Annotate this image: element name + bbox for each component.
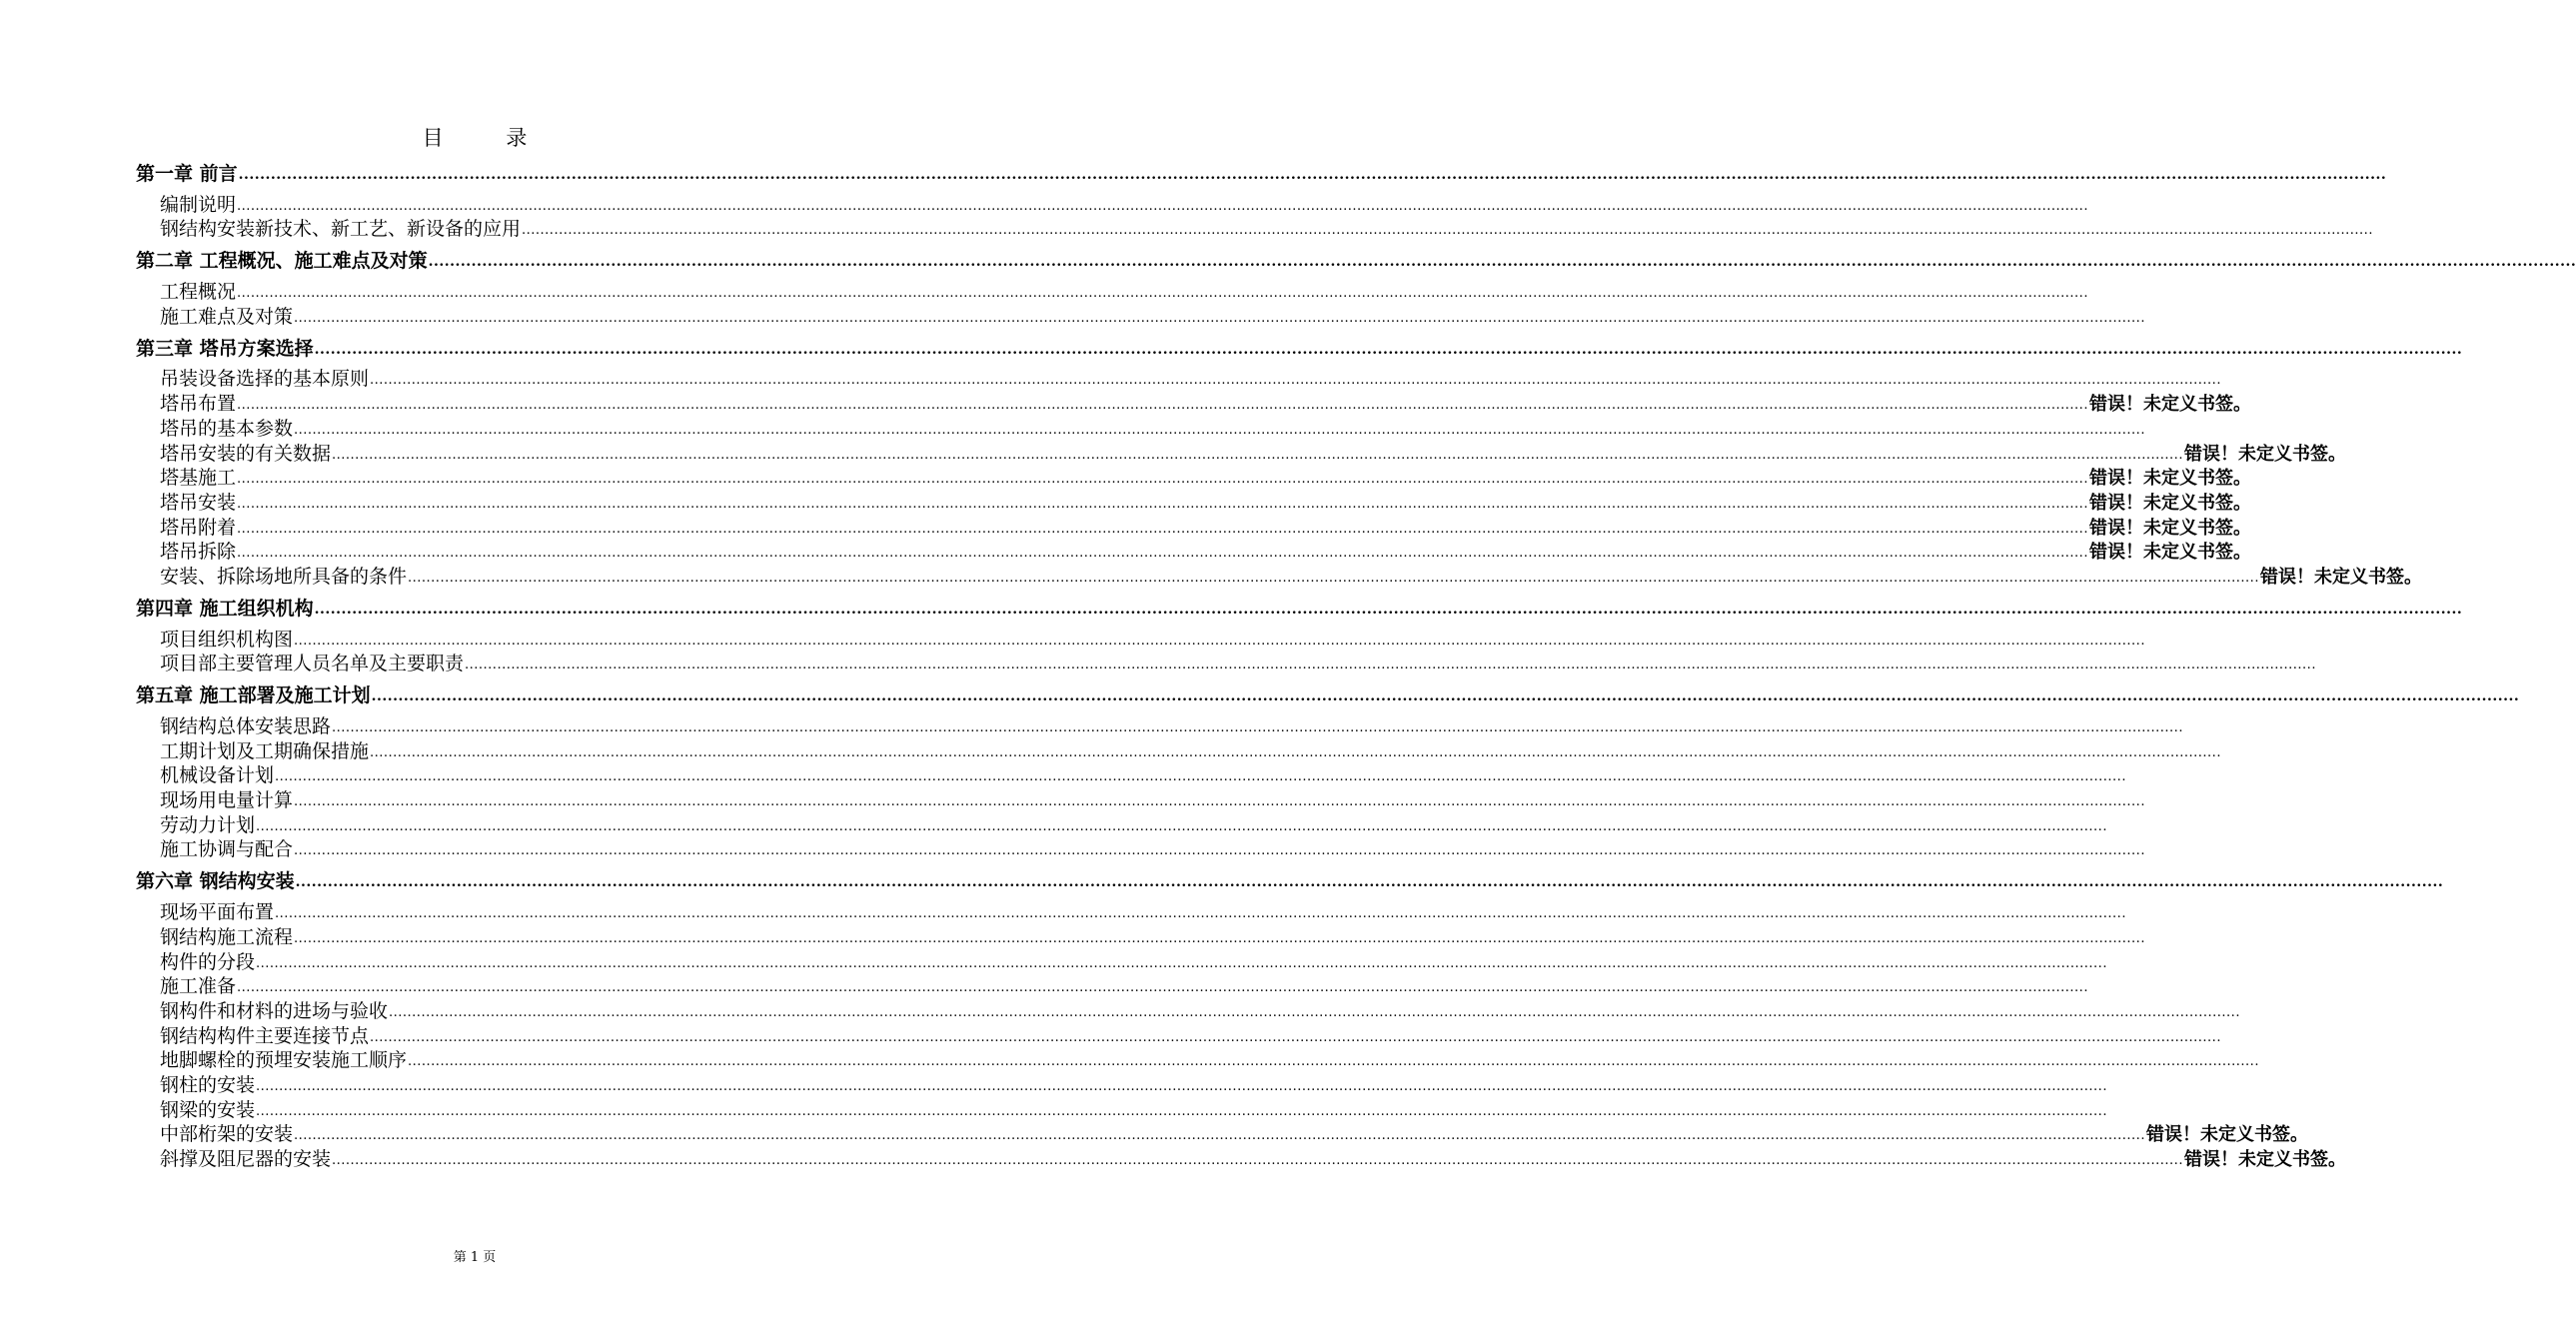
toc-section-entry[interactable] <box>136 192 2088 217</box>
dot-leader: ................................................................................................................................................................................................................................................................................................................................................................................................................ <box>314 601 2463 618</box>
dot-leader: ................................................................................................................................................................................................................................................................................................................................................................................................................ <box>237 472 2088 488</box>
dot-leader: ................................................................................................................................................................................................................................................................................................................................................................................................................ <box>465 658 2316 673</box>
toc-entry-page-ref: 错误！未定义书签。 <box>2183 443 2346 465</box>
toc-entry-page-ref: 错误！未定义书签。 <box>2145 1124 2308 1146</box>
dot-leader: ................................................................................................................................................................................................................................................................................................................................................................................................................ <box>237 398 2088 414</box>
toc-entry-label: 塔基施工 <box>160 467 237 490</box>
dot-leader: ................................................................................................................................................................................................................................................................................................................................................................................................................ <box>370 744 2221 760</box>
toc-entry-label: 现场平面布置 <box>160 901 275 924</box>
toc-entry-label: 塔吊安装的有关数据 <box>160 442 332 465</box>
dot-leader: ................................................................................................................................................................................................................................................................................................................................................................................................................ <box>237 496 2088 512</box>
toc-entry-label: 塔吊的基本参数 <box>160 417 294 440</box>
dot-leader: ................................................................................................................................................................................................................................................................................................................................................................................................................ <box>408 570 2259 586</box>
toc-entry-label: 钢结构安装新技术、新工艺、新设备的应用 <box>160 218 522 241</box>
dot-leader: ................................................................................................................................................................................................................................................................................................................................................................................................................ <box>294 310 2145 326</box>
toc-section-entry[interactable] <box>136 1023 2221 1048</box>
toc-entry-label: 劳动力计划 <box>160 813 256 836</box>
dot-leader: ................................................................................................................................................................................................................................................................................................................................................................................................................ <box>295 874 2444 891</box>
toc-entry-label: 第六章 钢结构安装 <box>136 870 295 893</box>
dot-leader: ................................................................................................................................................................................................................................................................................................................................................................................................................ <box>237 980 2088 996</box>
toc-section-entry[interactable] <box>136 899 2126 924</box>
toc-entry-label: 第四章 施工组织机构 <box>136 597 314 620</box>
toc-entry-label: 项目部主要管理人员名单及主要职责 <box>160 653 465 675</box>
dot-leader: ................................................................................................................................................................................................................................................................................................................................................................................................................ <box>294 633 2145 649</box>
dot-leader: ................................................................................................................................................................................................................................................................................................................................................................................................................ <box>256 955 2107 971</box>
toc-section-entry[interactable] <box>136 367 2221 392</box>
toc-entry-label: 塔吊附着 <box>160 516 237 539</box>
toc-entry-label: 钢结构构件主要连接节点 <box>160 1024 370 1047</box>
toc-entry-label: 塔吊布置 <box>160 393 237 416</box>
dot-leader: ................................................................................................................................................................................................................................................................................................................................................................................................................ <box>522 223 2373 239</box>
dot-leader: ................................................................................................................................................................................................................................................................................................................................................................................................................ <box>314 341 2463 358</box>
toc-chapter-entry[interactable] <box>136 245 2576 273</box>
toc-entry-label: 安装、拆除场地所具备的条件 <box>160 565 408 588</box>
toc-entry-label: 现场用电量计算 <box>160 789 294 812</box>
toc-section-entry[interactable] <box>136 1097 2107 1122</box>
toc-entry-label: 第五章 施工部署及施工计划 <box>136 684 371 707</box>
dot-leader: ................................................................................................................................................................................................................................................................................................................................................................................................................ <box>237 198 2088 214</box>
toc-section-entry[interactable] <box>136 279 2088 304</box>
toc-entry-page-ref: 错误！未定义书签。 <box>2088 492 2251 514</box>
toc-section-entry[interactable] <box>136 416 2145 441</box>
dot-leader: ................................................................................................................................................................................................................................................................................................................................................................................................................ <box>294 843 2145 859</box>
dot-leader: ................................................................................................................................................................................................................................................................................................................................................................................................................ <box>408 1054 2259 1070</box>
toc-section-entry[interactable] <box>136 998 2240 1023</box>
toc-chapter-entry[interactable] <box>136 333 2463 361</box>
toc-section-entry[interactable] <box>136 787 2145 812</box>
toc-section-entry[interactable] <box>136 490 2251 515</box>
dot-leader: ................................................................................................................................................................................................................................................................................................................................................................................................................ <box>237 546 2088 562</box>
dot-leader: ................................................................................................................................................................................................................................................................................................................................................................................................................ <box>275 906 2126 922</box>
toc-chapter-entry[interactable] <box>136 865 2444 893</box>
dot-leader: ................................................................................................................................................................................................................................................................................................................................................................................................................ <box>371 688 2520 705</box>
dot-leader: ................................................................................................................................................................................................................................................................................................................................................................................................................ <box>294 1128 2145 1144</box>
toc-chapter-entry[interactable] <box>136 158 2387 186</box>
toc-entry-label: 机械设备计划 <box>160 764 275 787</box>
toc-entry-page-ref: 错误！未定义书签。 <box>2088 468 2251 490</box>
dot-leader: ................................................................................................................................................................................................................................................................................................................................................................................................................ <box>238 167 2387 183</box>
toc-entry-label: 塔吊拆除 <box>160 541 237 564</box>
dot-leader: ................................................................................................................................................................................................................................................................................................................................................................................................................ <box>370 1029 2221 1045</box>
dot-leader: ................................................................................................................................................................................................................................................................................................................................................................................................................ <box>237 521 2088 537</box>
dot-leader: ................................................................................................................................................................................................................................................................................................................................................................................................................ <box>256 1078 2107 1094</box>
toc-section-entry[interactable] <box>136 738 2221 763</box>
toc-section-entry[interactable] <box>136 564 2422 589</box>
table-of-contents <box>136 158 2576 1171</box>
dot-leader: ................................................................................................................................................................................................................................................................................................................................................................................................................ <box>237 286 2088 302</box>
toc-entry-label: 塔吊安装 <box>160 491 237 514</box>
toc-entry-label: 斜撑及阻尼器的安装 <box>160 1148 332 1170</box>
toc-section-entry[interactable] <box>136 304 2145 329</box>
dot-leader: ................................................................................................................................................................................................................................................................................................................................................................................................................ <box>370 373 2221 389</box>
toc-entry-label: 钢梁的安装 <box>160 1098 256 1121</box>
dot-leader: ................................................................................................................................................................................................................................................................................................................................................................................................................ <box>294 930 2145 946</box>
toc-section-entry[interactable] <box>136 1122 2308 1147</box>
toc-section-entry[interactable] <box>136 974 2088 999</box>
toc-section-entry[interactable] <box>136 949 2107 974</box>
toc-section-entry[interactable] <box>136 1146 2346 1171</box>
toc-entry-label: 工程概况 <box>160 281 237 304</box>
dot-leader: ................................................................................................................................................................................................................................................................................................................................................................................................................ <box>275 769 2126 785</box>
toc-entry-page-ref: 错误！未定义书签。 <box>2259 566 2422 588</box>
toc-section-entry[interactable] <box>136 466 2251 491</box>
dot-leader: ................................................................................................................................................................................................................................................................................................................................................................................................................ <box>294 794 2145 810</box>
toc-entry-label: 第一章 前言 <box>136 163 238 185</box>
toc-entry-label: 项目组织机构图 <box>160 628 294 651</box>
toc-entry-label: 钢结构总体安装思路 <box>160 715 332 737</box>
toc-section-entry[interactable] <box>136 540 2251 565</box>
toc-entry-label: 钢结构施工流程 <box>160 925 294 948</box>
toc-entry-label: 地脚螺栓的预埋安装施工顺序 <box>160 1049 408 1072</box>
toc-entry-label: 钢构件和材料的进场与验收 <box>160 999 389 1022</box>
toc-entry-label: 构件的分段 <box>160 950 256 973</box>
toc-section-entry[interactable] <box>136 812 2107 837</box>
toc-chapter-entry[interactable] <box>136 593 2463 621</box>
dot-leader: ................................................................................................................................................................................................................................................................................................................................................................................................................ <box>256 818 2107 834</box>
toc-section-entry[interactable] <box>136 515 2251 540</box>
toc-entry-label: 施工难点及对策 <box>160 305 294 328</box>
toc-entry-page-ref: 错误！未定义书签。 <box>2088 542 2251 564</box>
dot-leader: ................................................................................................................................................................................................................................................................................................................................................................................................................ <box>332 1153 2183 1168</box>
toc-entry-page-ref: 错误！未定义书签。 <box>2183 1149 2346 1170</box>
page-title: 目 录 <box>422 126 556 150</box>
dot-leader: ................................................................................................................................................................................................................................................................................................................................................................................................................ <box>294 422 2145 438</box>
toc-entry-page-ref: 错误！未定义书签。 <box>2088 517 2251 539</box>
dot-leader: ................................................................................................................................................................................................................................................................................................................................................................................................................ <box>389 1004 2240 1020</box>
toc-section-entry[interactable] <box>136 1072 2107 1097</box>
toc-section-entry[interactable] <box>136 713 2183 738</box>
toc-entry-label: 施工协调与配合 <box>160 838 294 861</box>
toc-section-entry[interactable] <box>136 441 2346 466</box>
toc-entry-label: 施工准备 <box>160 975 237 998</box>
toc-chapter-entry[interactable] <box>136 679 2520 707</box>
toc-entry-label: 第三章 塔吊方案选择 <box>136 337 314 360</box>
toc-section-entry[interactable] <box>136 837 2145 862</box>
dot-leader: ................................................................................................................................................................................................................................................................................................................................................................................................................ <box>256 1103 2107 1119</box>
toc-section-entry[interactable] <box>136 391 2251 416</box>
dot-leader: ................................................................................................................................................................................................................................................................................................................................................................................................................ <box>332 720 2183 735</box>
toc-entry-label: 中部桁架的安装 <box>160 1123 294 1146</box>
toc-entry-label: 钢柱的安装 <box>160 1073 256 1096</box>
toc-section-entry[interactable] <box>136 1048 2259 1073</box>
dot-leader: ................................................................................................................................................................................................................................................................................................................................................................................................................ <box>332 447 2183 463</box>
toc-entry-label: 编制说明 <box>160 193 237 216</box>
dot-leader: ................................................................................................................................................................................................................................................................................................................................................................................................................ <box>428 254 2576 271</box>
toc-section-entry[interactable] <box>136 627 2145 652</box>
toc-entry-label: 吊装设备选择的基本原则 <box>160 368 370 391</box>
toc-section-entry[interactable] <box>136 924 2145 949</box>
toc-entry-label: 第二章 工程概况、施工难点及对策 <box>136 250 428 273</box>
toc-section-entry[interactable] <box>136 652 2316 676</box>
toc-section-entry[interactable] <box>136 763 2126 788</box>
toc-entry-label: 工期计划及工期确保措施 <box>160 739 370 762</box>
toc-section-entry[interactable] <box>136 217 2373 242</box>
toc-entry-page-ref: 错误！未定义书签。 <box>2088 394 2251 416</box>
page-number-footer: 第 1 页 <box>453 1250 497 1265</box>
